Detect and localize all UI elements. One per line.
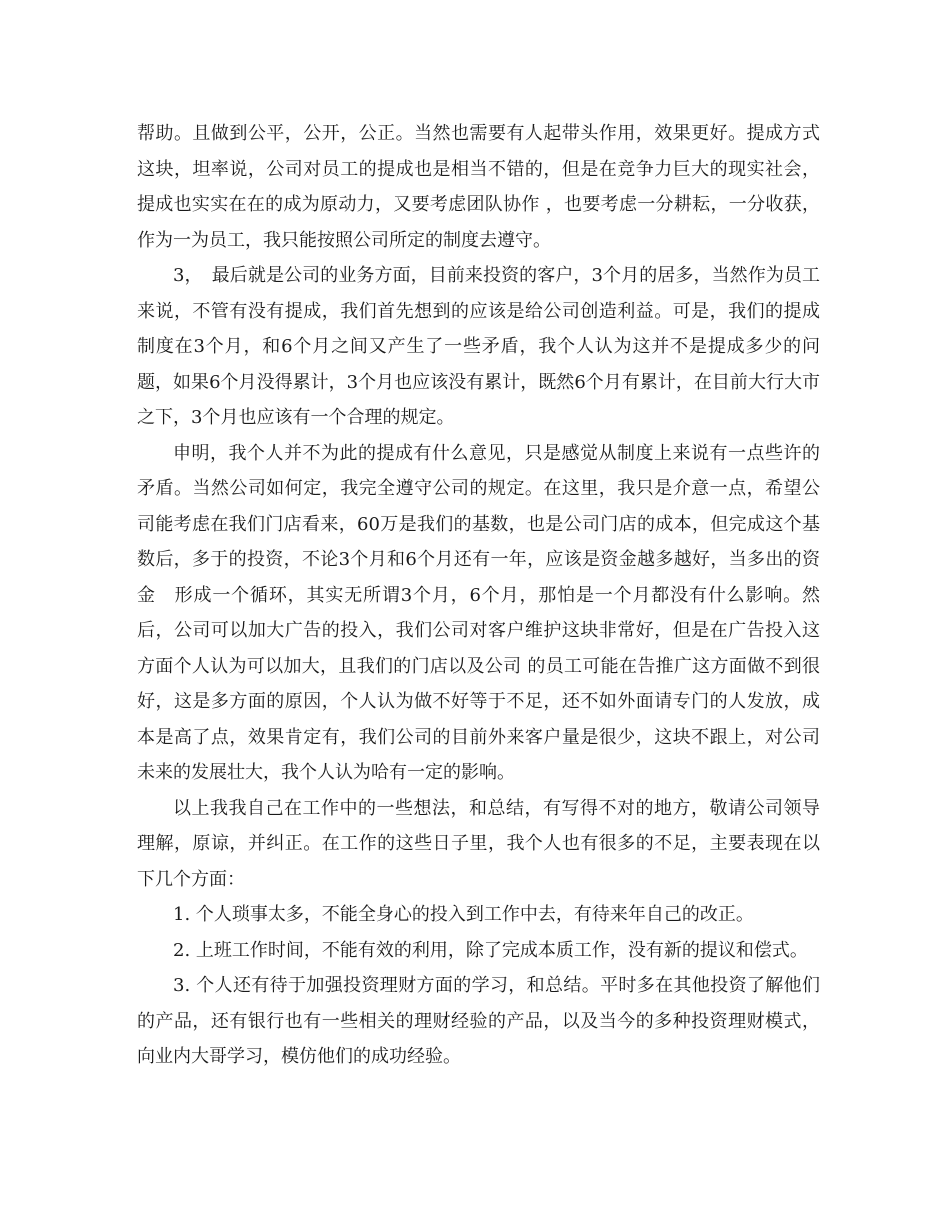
paragraph-point-3: 3， 最后就是公司的业务方面，目前来投资的客户，3个月的居多，当然作为员工来说，不管有没有提成，我们首先想到的应该是给公司创造利益。可是，我们的提成制度在3个月，和6个月之间又产生了一些矛盾，我个人认为这并不是提成多少的问题，如果6个月没得累计，3个月也应该没有累计，既然6个月有累计，在目前大行大市之下，3个月也应该有一个合理的规定。 xyxy=(137,265,820,428)
document-page xyxy=(137,116,820,1075)
paragraph-statement: 申明，我个人并不为此的提成有什么意见，只是感觉从制度上来说有一点些许的矛盾。当然公司如何定，我完全遵守公司的规定。在这里，我只是介意一点，希望公司能考虑在我们门店看来，60万是我们的基数，也是公司门店的成本，但完成这个基数后，多于的投资，不论3个月和6个月还有一年，应该是资金越多越好，当多出的资金 形成一个循环，其实无所谓3个月，6个月，那怕是一个月都没有什么影响。然后，公司可以加大广告的投入，我们公司对客户维护这块非常好，但是在广告投入这方面个人认为可以加大，且我们的门店以及公司 的员工可能在告推广这方面做不到很好，这是多方面的原因，个人认为做不好等于不足，还不如外面请专门的人发放，成本是高了点，效果肯定有，我们公司的目前外来客户量是很少，这块不跟上，对公司未来的发展壮大，我个人认为哈有一定的影响。 xyxy=(137,442,820,783)
list-item-shortcoming-2: 2. 上班工作时间，不能有效的利用，除了完成本质工作，没有新的提议和偿式。 xyxy=(173,939,808,961)
paragraph-continuation: 帮助。且做到公平，公开，公正。当然也需要有人起带头作用，效果更好。提成方式这块，坦率说，公司对员工的提成也是相当不错的，但是在竞争力巨大的现实社会，提成也实实在在的成为原动力，又要考虑团队协作 ，也要考虑一分耕耘，一分收获，作为一为员工，我只能按照公司所定的制度去遵守。 xyxy=(137,123,820,251)
paragraph-summary: 以上我我自己在工作中的一些想法，和总结，有写得不对的地方，敬请公司领导理解，原谅，并纠正。在工作的这些日子里，我个人也有很多的不足，主要表现在以下几个方面： xyxy=(137,797,820,890)
list-item-shortcoming-1: 1. 个人琐事太多，不能全身心的投入到工作中去，有待来年自己的改正。 xyxy=(173,904,754,925)
list-item-shortcoming-3: 3. 个人还有待于加强投资理财方面的学习，和总结。平时多在其他投资了解他们的产品，还有银行也有一些相关的理财经验的产品，以及当今的多种投资理财模式，向业内大哥学习，模仿他们的成功经验。 xyxy=(137,975,820,1067)
